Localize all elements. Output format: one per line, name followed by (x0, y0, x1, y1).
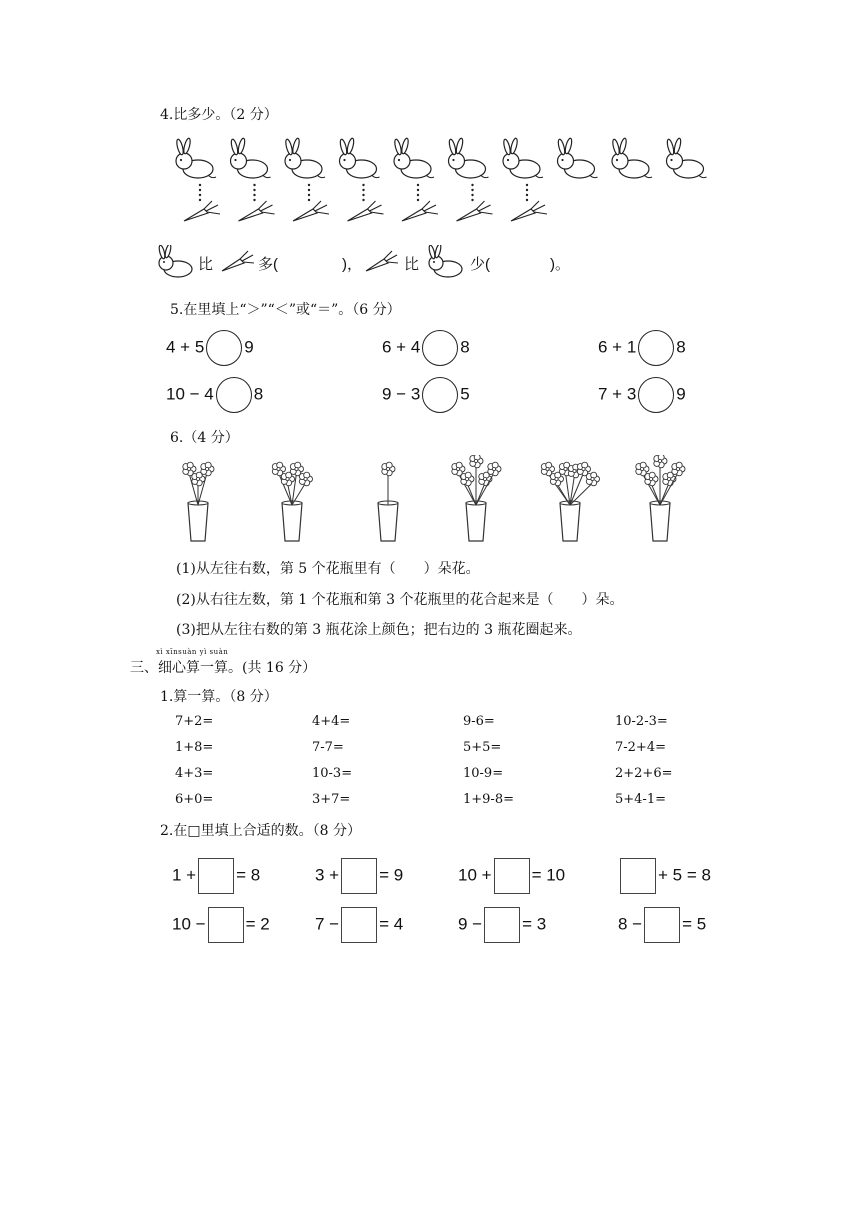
fill-post: = 4 (379, 914, 404, 934)
answer-circle[interactable] (422, 330, 458, 366)
rabbit-icon (420, 245, 468, 279)
compare-item (166, 377, 263, 413)
link-dot (417, 189, 419, 191)
fill-item (172, 907, 270, 943)
flower-vase (183, 462, 214, 541)
carrot-icon (218, 249, 258, 275)
q5-title: 5.在里填上“＞”“＜”或“＝”。（6 分） (170, 302, 401, 318)
flower-vase (636, 455, 685, 541)
link-dot (526, 189, 528, 191)
fill-post: = 5 (682, 914, 707, 934)
answer-box[interactable] (341, 858, 377, 894)
rabbit-icon (176, 138, 216, 178)
calc-problem: 5+5= (463, 740, 502, 755)
close-2: )。 (550, 256, 570, 273)
q6-item-3: (3)把从左往右数的第 3 瓶花涂上颜色；把右边的 3 瓶花圈起来。 (176, 622, 582, 638)
flower-vase (541, 462, 599, 541)
q4-title: 4.比多少。（2 分） (160, 107, 278, 123)
than-1: 比 (198, 256, 214, 273)
fill-post: + 5 = 8 (658, 865, 711, 885)
link-dot (253, 199, 255, 201)
carrot-icon (184, 201, 220, 221)
compare-item (598, 330, 686, 366)
link-dot (471, 194, 473, 196)
link-dot (308, 199, 310, 201)
answer-circle[interactable] (206, 330, 242, 366)
fill-item (458, 858, 565, 894)
q4-sentence (150, 245, 600, 279)
answer-box[interactable] (208, 907, 244, 943)
fill-post: = 9 (379, 865, 404, 885)
link-dot (308, 189, 310, 191)
calc-problem: 7-2+4= (615, 740, 666, 755)
link-dot (471, 199, 473, 201)
rabbit-icon (285, 138, 325, 178)
expr-left: 9 − 3 (382, 384, 421, 404)
carrot-icon (511, 201, 547, 221)
fill-pre: 8 − (618, 914, 643, 934)
p2-title: 2.在□里填上合适的数。（8 分） (160, 823, 361, 839)
expr-right: 5 (460, 384, 470, 404)
expr-right: 8 (676, 337, 686, 357)
vases-figure (160, 455, 720, 550)
carrot-icon (239, 201, 275, 221)
carrot-icon (348, 201, 384, 221)
calc-problem: 7-7= (312, 740, 344, 755)
expr-right: 9 (244, 337, 254, 357)
link-dot (362, 189, 364, 191)
than-2: 比 (404, 256, 420, 273)
rabbit-icon (230, 138, 270, 178)
pinyin-annotation: xì xīnsuàn yì suàn (156, 648, 229, 656)
link-dot (362, 184, 364, 186)
rabbit-icon (666, 138, 706, 178)
link-dot (253, 184, 255, 186)
expr-left: 10 − 4 (166, 384, 214, 404)
fill-pre: 7 − (315, 914, 340, 934)
calc-problem: 7+2= (175, 714, 214, 729)
answer-box[interactable] (644, 907, 680, 943)
rabbit-icon (394, 138, 434, 178)
flower-vase (272, 462, 312, 541)
link-dot (471, 189, 473, 191)
expr-left: 4 + 5 (166, 337, 205, 357)
flower-vase (378, 462, 398, 541)
answer-box[interactable] (341, 907, 377, 943)
fill-item (618, 858, 711, 894)
calc-problem: 1+9-8= (463, 792, 514, 807)
rabbit-icon (339, 138, 379, 178)
link-dot (417, 199, 419, 201)
q6-item-1: (1)从左往右数，第 5 个花瓶里有（ ）朵花。 (176, 561, 480, 577)
calc-problem: 9-6= (463, 714, 495, 729)
close-1: )， (342, 256, 362, 273)
q6-title: 6.（4 分） (170, 430, 239, 446)
fill-post: = 8 (236, 865, 261, 885)
link-dot (253, 194, 255, 196)
rabbit-icon (448, 138, 488, 178)
fill-pre: 10 − (172, 914, 206, 934)
answer-box[interactable] (198, 858, 234, 894)
calc-problem: 6+0= (175, 792, 214, 807)
fill-post: = 2 (245, 914, 270, 934)
link-dot (308, 194, 310, 196)
fill-item (618, 907, 706, 943)
fill-item (315, 907, 403, 943)
calc-problem: 2+2+6= (615, 766, 673, 781)
rabbit-carrot-figure (170, 135, 730, 230)
expr-left: 6 + 4 (382, 337, 421, 357)
carrot-icon (457, 201, 493, 221)
fill-pre: 3 + (315, 865, 340, 885)
fill-post: = 3 (522, 914, 547, 934)
fill-pre: 9 − (458, 914, 483, 934)
link-dot (417, 184, 419, 186)
carrot-icon (362, 249, 402, 275)
calc-problem: 10-9= (463, 766, 504, 781)
answer-circle[interactable] (216, 377, 252, 413)
link-dot (253, 189, 255, 191)
link-dot (362, 199, 364, 201)
link-dot (199, 194, 201, 196)
expr-left: 7 + 3 (598, 384, 637, 404)
link-dot (199, 199, 201, 201)
answer-box[interactable] (484, 907, 520, 943)
link-dot (471, 184, 473, 186)
link-dot (308, 184, 310, 186)
link-dot (417, 194, 419, 196)
answer-box[interactable] (494, 858, 530, 894)
link-dot (362, 194, 364, 196)
link-dot (526, 199, 528, 201)
flower-vase (452, 455, 501, 541)
rabbit-icon (150, 245, 198, 279)
compare-item (598, 377, 686, 413)
answer-circle[interactable] (638, 330, 674, 366)
fill-pre: 1 + (172, 865, 197, 885)
expr-left: 6 + 1 (598, 337, 637, 357)
section3-title: 三、细心算一算。(共 16 分） (130, 660, 317, 676)
q6-item-2: (2)从右往左数，第 1 个花瓶和第 3 个花瓶里的花合起来是（ ）朵。 (176, 592, 624, 608)
expr-right: 8 (460, 337, 470, 357)
answer-circle[interactable] (422, 377, 458, 413)
expr-right: 9 (676, 384, 686, 404)
calc-problem: 10-2-3= (615, 714, 668, 729)
expr-right: 8 (253, 384, 264, 404)
rabbit-icon (557, 138, 597, 178)
less-open: 少( (470, 256, 490, 273)
carrot-icon (293, 201, 329, 221)
calc-problem: 4+3= (175, 766, 214, 781)
more-open: 多( (258, 256, 278, 273)
calc-problem: 3+7= (312, 792, 351, 807)
compare-item (166, 330, 254, 366)
carrot-icon (402, 201, 438, 221)
rabbit-icon (503, 138, 543, 178)
rabbit-icon (612, 138, 652, 178)
calc-problem: 5+4-1= (615, 792, 666, 807)
compare-item (382, 330, 470, 366)
link-dot (199, 189, 201, 191)
link-dot (199, 184, 201, 186)
p1-title: 1.算一算。（8 分） (160, 689, 278, 705)
fill-item (458, 907, 546, 943)
answer-circle[interactable] (638, 377, 674, 413)
fill-pre: 10 + (458, 865, 492, 885)
fill-post: = 10 (531, 865, 566, 885)
calc-problem: 10-3= (312, 766, 353, 781)
fill-item (172, 858, 260, 894)
link-dot (526, 194, 528, 196)
answer-box[interactable] (620, 858, 656, 894)
compare-item (382, 377, 470, 413)
link-dot (526, 184, 528, 186)
calc-problem: 1+8= (175, 740, 214, 755)
calc-problem: 4+4= (312, 714, 351, 729)
fill-item (315, 858, 403, 894)
